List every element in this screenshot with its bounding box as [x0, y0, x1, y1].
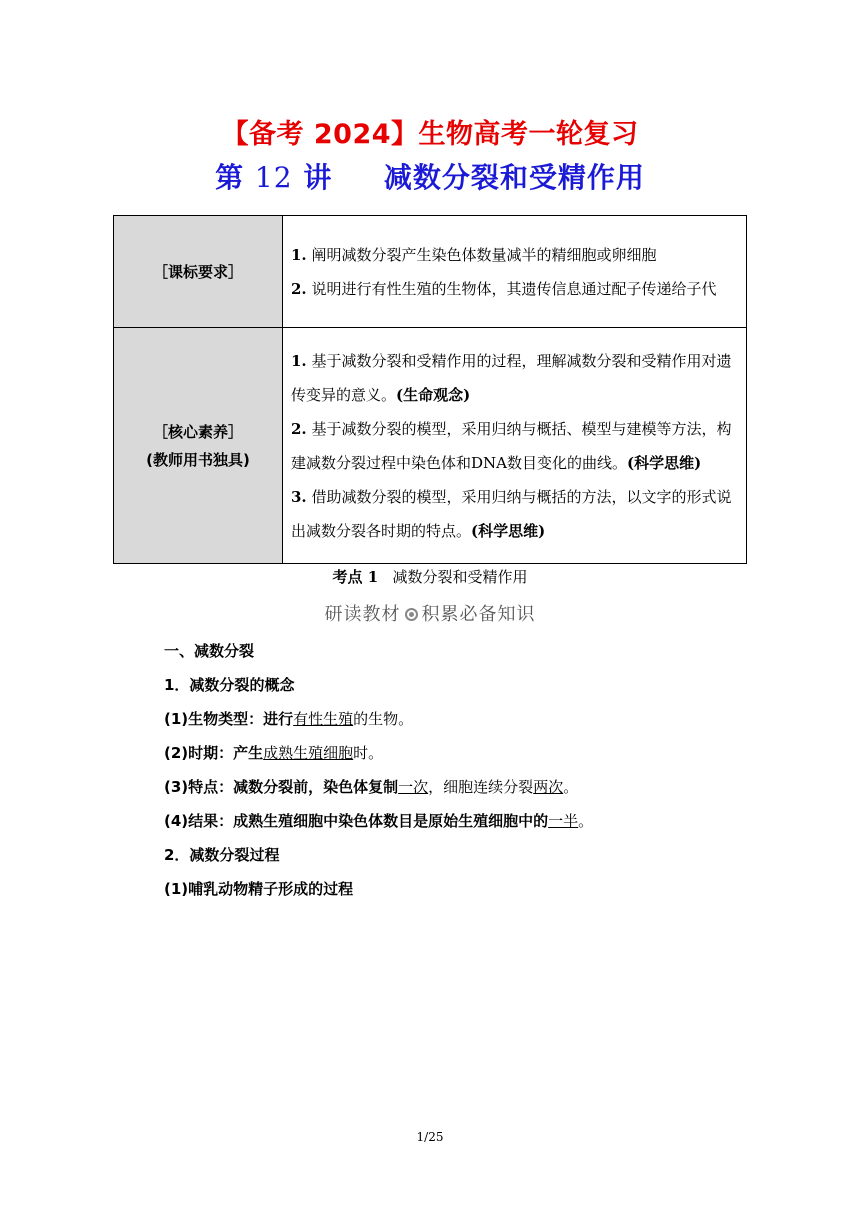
document-title: 【备考 2024】生物高考一轮复习 — [221, 119, 639, 150]
paragraph: (1)生物类型：进行有性生殖的生物。 — [164, 710, 414, 728]
requirements-table — [113, 215, 747, 564]
list-item: 3. 借助减数分裂的模型，采用归纳与概括的方法，以文字的形式说出减数分裂各时期的特点。(科学思维) — [291, 487, 732, 540]
lecture-prefix: 第 — [215, 161, 245, 194]
section-banner: 研读教材 积累必备知识 — [324, 604, 536, 625]
lecture-number: 12 — [254, 161, 293, 194]
paragraph: (2)时期：产生成熟生殖细胞时。 — [164, 744, 384, 762]
table-row — [114, 328, 747, 564]
heading-2: 1．减数分裂的概念 — [164, 676, 295, 694]
list-item: 1. 基于减数分裂和受精作用的过程，理解减数分裂和受精作用对遗传变异的意义。(生命观念) — [291, 351, 732, 404]
list-item: 2. 说明进行有性生殖的生物体，其遗传信息通过配子传递给子代 — [291, 279, 717, 298]
paragraph: (4)结果：成熟生殖细胞中染色体数目是原始生殖细胞中的一半。 — [164, 812, 594, 830]
heading-2: 2．减数分裂过程 — [164, 846, 280, 864]
lecture-suffix: 讲 — [303, 161, 333, 194]
list-item: 1. 阐明减数分裂产生染色体数量减半的精细胞或卵细胞 — [291, 245, 657, 264]
lecture-topic: 减数分裂和受精作用 — [383, 161, 645, 194]
table-row-head: ［核心素养］ (教师用书独具) — [114, 328, 283, 564]
table-row — [114, 216, 747, 328]
list-item: 2. 基于减数分裂的模型，采用归纳与概括、模型与建模等方法，构建减数分裂过程中染色体和DNA数目变化的曲线。(科学思维) — [291, 419, 732, 472]
heading-1: 一、减数分裂 — [164, 642, 255, 660]
page-number: 1/25 — [416, 1130, 444, 1144]
target-icon — [405, 608, 418, 621]
paragraph: (3)特点：减数分裂前，染色体复制一次，细胞连续分裂两次。 — [164, 778, 579, 796]
lecture-title — [0, 156, 860, 196]
table-row-head: ［课标要求］ — [114, 216, 283, 328]
paragraph: (1)哺乳动物精子形成的过程 — [164, 880, 354, 898]
table-row-body — [283, 216, 747, 328]
table-row-body — [283, 328, 747, 564]
section-heading: 考点 1 减数分裂和受精作用 — [332, 568, 528, 586]
